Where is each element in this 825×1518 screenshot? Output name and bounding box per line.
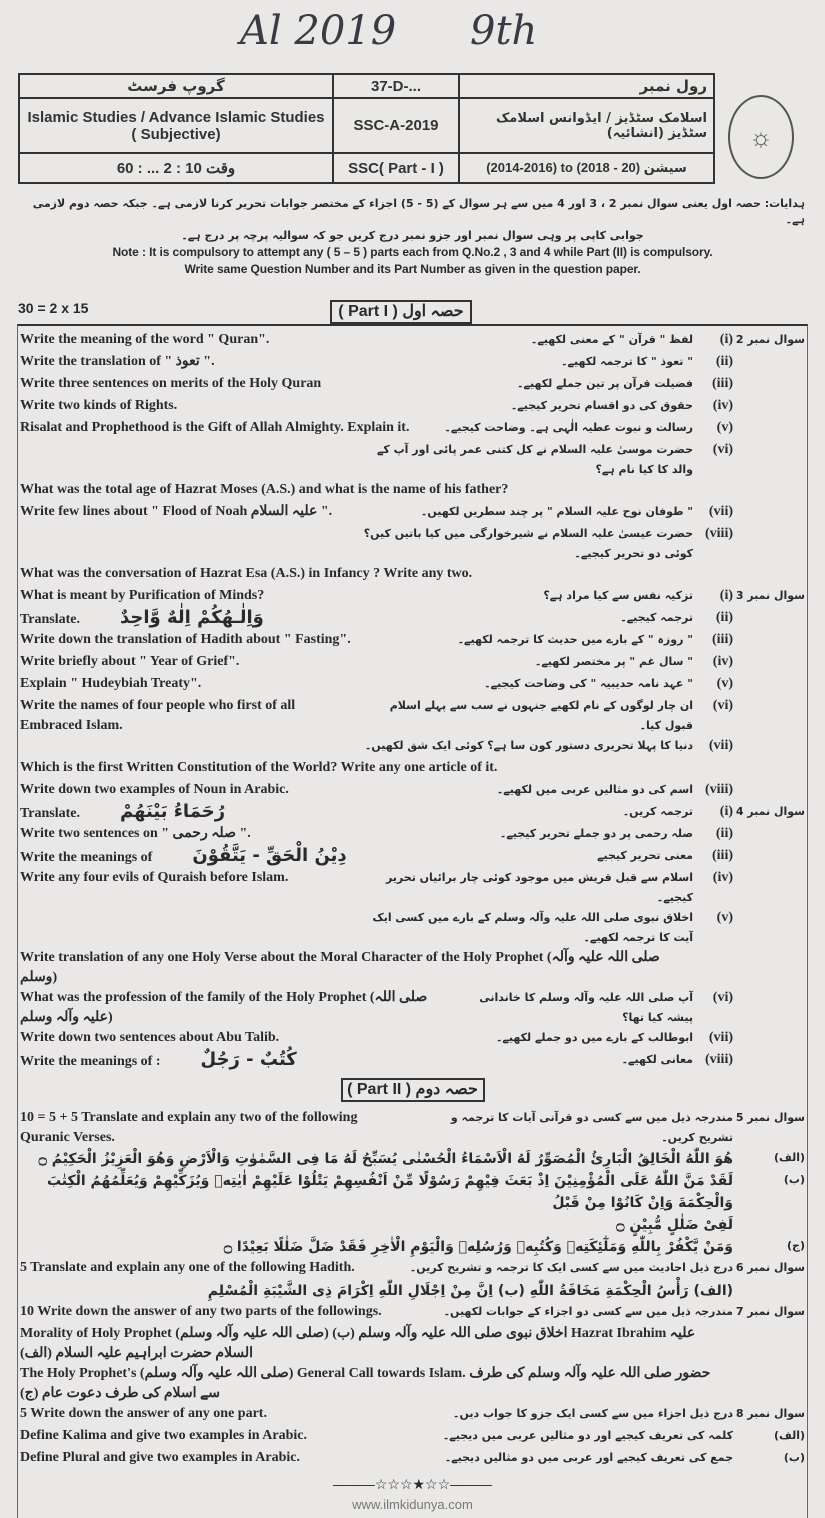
note-line-1: Note : It is compulsory to attempt any ( 5 – 5 ) parts each from Q.No.2 , 3 and 4 while Part (II) is compulsory.	[112, 245, 713, 259]
part-numeral: (vii)	[708, 504, 733, 519]
question-text-urdu: ابوطالب کے بارے میں دو جملے لکھیے۔	[495, 1031, 693, 1044]
part1-line	[18, 780, 807, 802]
question-number-urdu: سوال نمبر 4	[735, 805, 805, 818]
question-text-cell	[20, 846, 587, 868]
part2-line	[18, 1324, 807, 1364]
instructions-urdu-1: ہدایات: حصہ اول یعنی سوال نمبر 2 ، 3 اور 4 میں سے ہر سوال کے (5 - 5) اجزاء کے مختصر جوابات تحریر کرنا لازمی ہے۔ جبکہ حصہ دوم لازمی ہے۔	[32, 197, 805, 226]
question-text-cell	[20, 564, 693, 584]
instructions-urdu-2: جوابی کاپی پر وہی سوال نمبر اور جزو نمبر درج کریں جو کہ سوالیہ پرچہ پر درج ہے۔	[181, 229, 644, 242]
part-numeral: (i)	[719, 588, 733, 603]
question-text-urdu: مندرجہ ذیل میں سے کسی دو قرآنی آیات کا ترجمہ و تشریح کریں۔	[450, 1111, 733, 1144]
question-text-cell	[20, 988, 442, 1028]
question-text-cell	[20, 1404, 443, 1424]
part-numeral: (i)	[719, 332, 733, 347]
arabic-verse: هُوَ اللّٰهُ الْخَالِقُ الْبَارِئُ الْمُصَوِّرُ لَهُ الْاَسْمَاءُ الْحُسْنٰى يُسَبِّحُ لَهُ مَا فِى السَّمٰوٰتِ وَالْاَرْضِ وَهُوَ الْعَزِيْزُ الْحَكِيْمُ ۝	[38, 1151, 734, 1167]
part1-line	[18, 868, 807, 908]
part-numeral: (ii)	[715, 610, 733, 625]
question-text-english: Write briefly about " Year of Grief".	[20, 654, 240, 669]
question-text-cell	[20, 1448, 435, 1468]
question-text-cell	[20, 802, 613, 824]
part1-line	[18, 908, 807, 948]
question-number-urdu: (الف)	[773, 1429, 805, 1442]
handwritten-year: Al 2019	[240, 8, 397, 54]
part1-line	[18, 330, 807, 352]
question-text-cell	[20, 948, 693, 988]
question-number-urdu: سوال نمبر 2	[735, 333, 805, 346]
question-text-cell	[20, 1108, 406, 1148]
question-text-english: 5 Translate and explain any one of the following Hadith.	[20, 1260, 355, 1275]
subject-cell	[19, 98, 333, 153]
instructions	[20, 196, 805, 278]
arabic-snippet: رُحَمَاءُ بَيْنَهُمْ	[120, 801, 226, 822]
question-text-english: Write down the translation of Hadith about " Fasting".	[20, 632, 351, 647]
part2-line	[18, 1302, 807, 1324]
question-number-urdu: (ج)	[787, 1239, 806, 1252]
question-text-cell	[20, 1364, 733, 1404]
question-text-cell	[20, 1324, 733, 1364]
question-text-cell	[20, 780, 487, 800]
part1-line	[18, 396, 807, 418]
question-text-english: 10 = 5 + 5 Translate and explain any two of the following Quranic Verses.	[20, 1110, 358, 1145]
question-text-urdu: ترجمہ کیجیے۔	[620, 611, 693, 624]
question-text-cell	[20, 352, 551, 372]
question-text-urdu: درج ذیل احادیث میں سے کسی ایک کا ترجمہ و تشریح کریں۔	[409, 1261, 733, 1274]
question-text-cell	[20, 652, 525, 672]
part1-line	[18, 352, 807, 374]
paper-code-top: 37-D-...	[333, 74, 459, 98]
header-table	[18, 73, 715, 184]
question-text-cell	[20, 868, 343, 888]
question-text-english: Define Plural and give two examples in Arabic.	[20, 1450, 300, 1465]
note-line-2: Write same Question Number and its Part Number as given in the question paper.	[184, 262, 641, 276]
part1-line	[18, 480, 807, 502]
question-text-cell	[20, 1302, 434, 1322]
question-number-urdu: سوال نمبر 6	[735, 1261, 805, 1274]
session-cell	[459, 153, 714, 183]
question-text-english: Write down two sentences about Abu Talib.	[20, 1030, 280, 1045]
question-text-english: The Holy Prophet's (صلی اللہ علیہ وآلہ وسلم) General Call towards Islam. حضور صلی اللہ علیہ وآلہ وسلم کی طرف سے اسلام کی طرف دعوت عام (ج)	[20, 1366, 711, 1401]
question-text-english: Write any four evils of Quraish before Islam.	[20, 870, 289, 885]
part-numeral: (vi)	[712, 990, 733, 1005]
part1-line	[18, 736, 807, 758]
question-text-cell	[20, 374, 507, 394]
part-numeral: (vi)	[712, 442, 733, 457]
question-number-urdu: سوال نمبر 7	[735, 1305, 805, 1318]
question-text-english: Write two kinds of Rights.	[20, 398, 178, 413]
part2-line	[18, 1448, 807, 1470]
arabic-snippet: كُتُبٌ - رَجُلٌ	[200, 1049, 297, 1070]
question-text-cell	[20, 696, 361, 736]
arabic-verse: وَمَنْ يَّكْفُرْ بِاللّٰهِ وَمَلٰٓئِكَتِهٖ وَكُتُبِهٖ وَرُسُلِهٖ وَالْيَوْمِ الْاٰخِرِ فَقَدْ ضَلَّ ضَلٰلًا بَعِيْدًا ۝	[223, 1239, 734, 1255]
question-text-english: 10 Write down the answer of any two parts of the followings.	[20, 1304, 382, 1319]
part1-line	[18, 1050, 807, 1072]
part-numeral: (i)	[719, 804, 733, 819]
question-text-urdu: ان چار لوگوں کے نام لکھیے جنہوں نے سب سے پہلے اسلام قبول کیا۔	[389, 699, 693, 732]
question-text-english: Write translation of any one Holy Verse about the Moral Character of the Holy Prophet (صلی اللہ علیہ وآلہ وسلم)	[20, 950, 660, 985]
question-text-urdu: " سال غم " پر مختصر لکھیے۔	[534, 655, 693, 668]
part-numeral: (viii)	[705, 1052, 733, 1067]
session-range: (2014-2016) to (2018 - 20)	[486, 160, 641, 175]
part1-line	[18, 440, 807, 480]
question-text-urdu: جمع کی تعریف کیجیے اور عربی میں دو مثالیں دیجیے۔	[444, 1451, 733, 1464]
footer-ornament: ———☆☆☆★☆☆———	[332, 1476, 493, 1492]
question-text-english: Write two sentences on " صلہ رحمی ".	[20, 826, 251, 841]
part-numeral: (iii)	[712, 848, 733, 863]
part1-line	[18, 696, 807, 736]
part-numeral: (iv)	[712, 398, 733, 413]
roll-number-label: رول نمبر	[459, 74, 714, 98]
part2-questions	[18, 1108, 807, 1470]
part1-line	[18, 630, 807, 652]
question-text-cell	[20, 1028, 486, 1048]
part-numeral: (iv)	[712, 870, 733, 885]
question-text-cell	[20, 1050, 612, 1072]
part1-line	[18, 1028, 807, 1050]
question-text-cell	[20, 824, 490, 844]
question-text-urdu: اسم کی دو مثالیں عربی میں لکھیے۔	[496, 783, 693, 796]
question-text-urdu: مندرجہ ذیل میں سے کسی دو اجزاء کے جوابات لکھیں۔	[443, 1305, 733, 1318]
arabic-snippet: دِيْنُ الْحَقِّ - يَتَّقُوْنَ	[192, 845, 347, 866]
question-text-english: Write the translation of " تعوذ ".	[20, 354, 215, 369]
part1-line	[18, 674, 807, 696]
question-text-cell	[20, 586, 533, 606]
question-number-urdu: سوال نمبر 5	[735, 1111, 805, 1124]
question-frame	[17, 324, 808, 1518]
question-text-urdu: " عہد نامہ حدیبیہ " کی وضاحت کیجیے۔	[484, 677, 693, 690]
question-text-urdu: " طوفان نوح علیہ السلام " پر چند سطریں لکھیں۔	[420, 505, 693, 518]
part2-line	[18, 1214, 807, 1236]
question-text-english: What was the total age of Hazrat Moses (A.S.) and what is the name of his father?	[20, 482, 509, 497]
part1-line	[18, 802, 807, 824]
question-text-urdu: معنی تحریر کیجیے	[597, 849, 693, 862]
question-text-cell	[20, 396, 501, 416]
question-text-english: Write the meanings of :	[20, 1054, 161, 1069]
question-text-cell	[20, 1258, 400, 1278]
part2-line	[18, 1404, 807, 1426]
part-numeral: (iii)	[712, 376, 733, 391]
question-text-english: Risalat and Prophethood is the Gift of Allah Almighty. Explain it.	[20, 420, 410, 435]
question-text-urdu: حقوق کی دو اقسام تحریر کیجیے۔	[510, 399, 693, 412]
question-text-english: What was the profession of the family of the Holy Prophet (صلی اللہ علیہ وآلہ وسلم)	[20, 990, 428, 1025]
question-text-english: Write the meanings of	[20, 850, 153, 865]
question-number-urdu: (ب)	[783, 1173, 805, 1186]
question-text-english: Write three sentences on merits of the Holy Quran	[20, 376, 322, 391]
part1-line	[18, 586, 807, 608]
part1-line	[18, 418, 807, 440]
part2-line	[18, 1236, 807, 1258]
part1-line	[18, 564, 807, 586]
part-numeral: (ii)	[715, 826, 733, 841]
part1-title: ( Part I ) حصہ اول	[330, 300, 472, 324]
part1-line	[18, 502, 807, 524]
question-text-english: Write the meaning of the word " Quran".	[20, 332, 270, 347]
question-text-urdu: درج ذیل اجزاء میں سے کسی ایک جزو کا جواب دیں۔	[453, 1407, 733, 1420]
part1-line	[18, 374, 807, 396]
question-text-english: What was the conversation of Hazrat Esa (A.S.) in Infancy ? Write any two.	[20, 566, 473, 581]
question-text-urdu: آپ صلی اللہ علیہ وآلہ وسلم کا خاندانی پیشہ کیا تھا؟	[479, 991, 693, 1024]
part-numeral: (v)	[716, 420, 733, 435]
part2-title: ( Part II ) حصہ دوم	[341, 1078, 485, 1102]
board-logo: ☼	[728, 95, 794, 179]
question-number-urdu: سوال نمبر 3	[735, 589, 805, 602]
question-text-cell	[20, 674, 474, 694]
part1-line	[18, 846, 807, 868]
question-text-urdu: کلمہ کی تعریف کیجیے اور دو مثالیں عربی میں دیجیے۔	[442, 1429, 733, 1442]
session-label: سیشن	[643, 161, 687, 176]
exam-part: SSC( Part - I )	[333, 153, 459, 183]
question-text-urdu: صلہ رحمی پر دو جملے تحریر کیجیے۔	[499, 827, 693, 840]
question-text-urdu: حضرت موسیٰ علیہ السلام نے کل کتنی عمر پائی اور آپ کے والد کا کیا نام ہے؟	[376, 443, 693, 476]
part1-line	[18, 608, 807, 630]
question-text-english: Explain " Hudeybiah Treaty".	[20, 676, 202, 691]
question-text-urdu: دنیا کا پہلا تحریری دستور کون سا ہے؟ کوئی ایک شق لکھیں۔	[364, 739, 693, 752]
question-text-urdu: حضرت عیسیٰ علیہ السلام نے شیرخوارگی میں کیا باتیں کیں؟ کوئی دو تحریر کیجیے۔	[363, 527, 693, 560]
question-text-cell	[20, 630, 448, 650]
part-numeral: (vii)	[708, 738, 733, 753]
arabic-verse: لَفِىْ ضَلٰلٍ مُّبِيْنٍ ۝	[616, 1217, 734, 1233]
question-text-urdu: اخلاق نبوی صلی اللہ علیہ وآلہ وسلم کے بارے میں کسی ایک آیت کا ترجمہ لکھیے۔	[372, 911, 693, 944]
handwritten-class: 9th	[470, 8, 538, 54]
part-numeral: (viii)	[705, 782, 733, 797]
part1-line	[18, 758, 807, 780]
question-text-english: What is meant by Purification of Minds?	[20, 588, 265, 603]
question-text-urdu: اسلام سے قبل قریش میں موجود کوئی چار برائیاں تحریر کیجیے۔	[385, 871, 693, 904]
part2-line	[18, 1258, 807, 1280]
question-text-urdu: فضیلت قرآن پر تین جملے لکھیے۔	[517, 377, 693, 390]
group-label: گروپ فرسٹ	[19, 74, 333, 98]
question-text-cell	[20, 502, 411, 522]
part2-line	[18, 1148, 807, 1170]
question-number-urdu: (الف)	[773, 1151, 806, 1164]
question-text-cell	[20, 608, 610, 630]
part-numeral: (vi)	[712, 698, 733, 713]
question-text-english: Write the names of four people who first of all Embraced Islam.	[20, 698, 296, 733]
question-text-cell	[20, 418, 434, 438]
part-numeral: (v)	[716, 910, 733, 925]
part2-line	[18, 1170, 807, 1214]
question-text-cell	[20, 480, 693, 500]
part1-line	[18, 988, 807, 1028]
subject-type: ( Subjective)	[131, 125, 221, 143]
paper-code: SSC-A-2019	[333, 98, 459, 153]
part1-line	[18, 824, 807, 846]
question-text-english: Morality of Holy Prophet (صلی اللہ علیہ وآلہ وسلم) اخلاق نبوی صلی اللہ علیہ وآلہ وسلم (ب) Hazrat Ibrahim علیہ السلام حضرت ابراہیم علیہ السلام (الف)	[20, 1326, 696, 1361]
part-numeral: (iv)	[712, 654, 733, 669]
question-text-urdu: ترجمہ کریں۔	[622, 805, 693, 818]
question-text-english: Write down two examples of Noun in Arabic.	[20, 782, 289, 797]
arabic-snippet: وَاِلٰـهُكُمْ اِلٰهٌ وَّاحِدٌ	[120, 607, 264, 628]
question-text-english: Define Kalima and give two examples in Arabic.	[20, 1428, 307, 1443]
question-text-english: Translate.	[20, 612, 81, 627]
part2-line	[18, 1280, 807, 1302]
time-marks: 60 : ... 2 : 10 وقت	[19, 153, 333, 183]
question-text-urdu: تزکیہ نفس سے کیا مراد ہے؟	[543, 589, 693, 602]
question-text-cell	[20, 1426, 433, 1446]
part1-marks: 30 = 2 x 15	[18, 300, 89, 316]
question-text-english: Translate.	[20, 806, 81, 821]
question-text-urdu: " روزہ " کے بارے میں حدیث کا ترجمہ لکھیے۔	[457, 633, 693, 646]
part1-line	[18, 948, 807, 988]
part-numeral: (iii)	[712, 632, 733, 647]
question-text-cell	[20, 758, 693, 778]
part1-line	[18, 524, 807, 564]
part2-line	[18, 1364, 807, 1404]
question-text-urdu: رسالت و نبوت عطیہ الٰہی ہے۔ وضاحت کیجیے۔	[444, 421, 693, 434]
question-number-urdu: (ب)	[783, 1451, 805, 1464]
watermark: www.ilmkidunya.com	[352, 1497, 473, 1512]
part-numeral: (v)	[716, 676, 733, 691]
arabic-verse: (الف) رَأْسُ الْحِكْمَةِ مَخَافَةُ اللّٰهِ (ب) اِنَّ مِنْ اِجْلَالِ اللّٰهِ اِكْرَامَ ذِى الشَّيْبَةِ الْمُسْلِمِ	[207, 1283, 734, 1299]
subject-urdu: اسلامک سٹڈیز / ایڈوانس اسلامک سٹڈیز (انشائیہ)	[459, 98, 714, 153]
question-number-urdu: سوال نمبر 8	[735, 1407, 805, 1420]
subject-title: Islamic Studies / Advance Islamic Studies	[27, 108, 325, 126]
question-text-urdu: " تعوذ " کا ترجمہ لکھیے۔	[561, 355, 693, 368]
question-text-english: 5 Write down the answer of any one part.	[20, 1406, 267, 1421]
question-text-cell	[20, 330, 521, 350]
part1-questions	[18, 330, 807, 1072]
part-numeral: (vii)	[708, 1030, 733, 1045]
part2-line	[18, 1108, 807, 1148]
question-text-urdu: لفظ " قرآن " کے معنی لکھیے۔	[530, 333, 693, 346]
question-text-urdu: معانی لکھیے۔	[621, 1053, 693, 1066]
part2-line	[18, 1426, 807, 1448]
arabic-verse: لَقَدْ مَنَّ اللّٰهُ عَلَى الْمُؤْمِنِيْنَ اِذْ بَعَثَ فِيْهِمْ رَسُوْلًا مِّنْ اَنْفُسِهِمْ يَتْلُوْا عَلَيْهِمْ اٰيٰتِهٖ وَيُزَكِّيْهِمْ وَيُعَلِّمُهُمُ الْكِتٰبَ وَالْحِكْمَةَ وَاِنْ كَانُوْا مِنْ قَبْلُ	[46, 1173, 733, 1211]
part1-line	[18, 652, 807, 674]
part-numeral: (viii)	[705, 526, 733, 541]
question-text-english: Which is the first Written Constitution of the World? Write any one article of it.	[20, 760, 498, 775]
question-text-english: Write few lines about " Flood of Noah علیہ السلام ".	[20, 504, 333, 519]
part-numeral: (ii)	[715, 354, 733, 369]
